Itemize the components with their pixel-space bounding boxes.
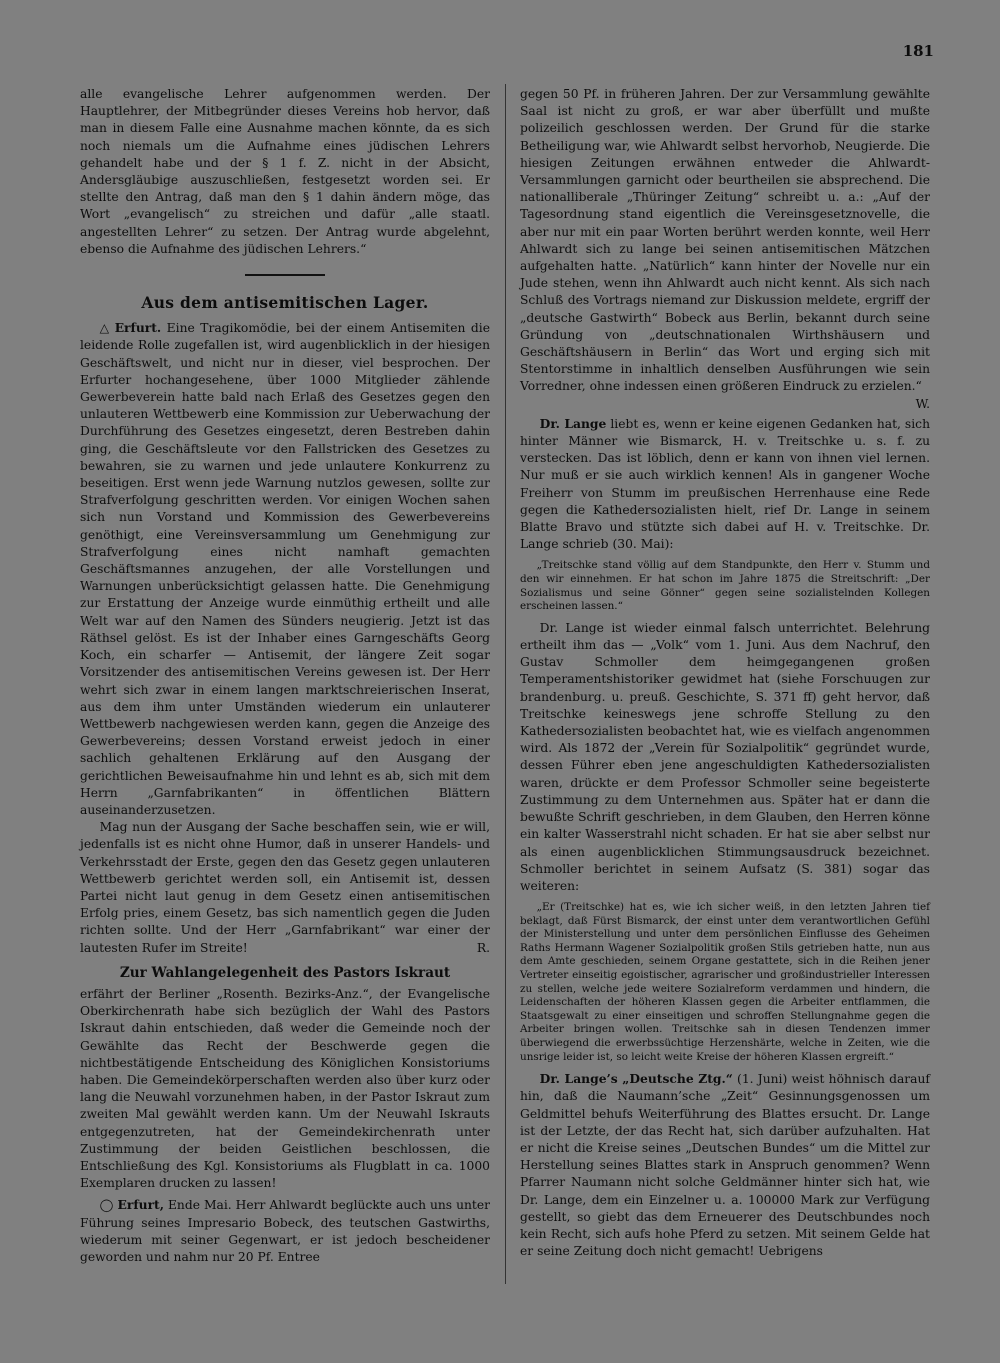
article-deutsche-zeitung xyxy=(520,1070,930,1260)
article-body: Ende Mai. Herr Ahlwardt beglückte auch uns unter Führung seines Impresario Bobeck, des teutschen Gastwirths, wiederum mit seiner Gegenwart, er ist jedoch bescheidener geworden und nahm nur 20 Pf. Entree xyxy=(80,1198,491,1264)
column-divider xyxy=(505,84,506,1284)
article-lead: Dr. Lange xyxy=(539,415,607,431)
quote-treitschke-1: „Treitschke stand völlig auf dem Standpunkte, den Herr v. Stumm und den wir einnehmen. Er hat schon im Jahre 1875 die Streitschrift: „Der Sozialismus und seine Gönner“ gegen seine sozialistelnden Kollegen erscheinen lassen.“ xyxy=(520,559,930,613)
circle-icon: ◯ xyxy=(99,1198,114,1213)
article-body: liebt es, wenn er keine eigenen Gedanken hat, sich hinter Männer wie Bismarck, H. v. Treitschke u. s. f. zu verstecken. Das ist löblich, denn er kann von ihnen viel lernen. Nur muß er sie auch wirklich kennen! Als in gangener Woche Freiherr von Stumm im preußischen Herrenhause eine Rede gegen die Kathedersozialisten hielt, rief Dr. Lange in seinem Blatte Bravo und stützte sich dabei auf H. v. Treitschke. Dr. Lange schrieb (30. Mai): xyxy=(520,416,930,552)
right-column xyxy=(520,86,930,1260)
article-lead: Erfurt. xyxy=(114,320,162,336)
article-erfurt-1-paragraph-2 xyxy=(80,819,490,957)
section-rule xyxy=(245,274,325,276)
article-erfurt-1 xyxy=(80,319,490,819)
article-dr-lange xyxy=(520,415,930,554)
triangle-icon: △ xyxy=(99,321,111,336)
article-body: (1. Juni) weist höhnisch darauf hin, daß die Naumann’sche „Zeit“ Gesinnungsgenossen um Geldmittel behufs Weiterführung des Blattes ersucht. Dr. Lange ist der Letzte, der das Recht hat, sich darüber aufzuhalten. Hat er nicht die Kreise seines „Deutschen Bundes“ um die Mittel zur Herstellung seines Blattes stark in Anspruch genommen? Wenn Pfarrer Naumann nicht solche Geldmänner hinter sich hat, wie Dr. Lange, dem ein Einzelner u. a. 100000 Mark zur Verfügung gestellt, so giebt das dem Erneuerer des Deutschbundes noch kein Recht, sich aufs hohe Pferd zu setzen. Mit seinem Gelde hat er seine Zeitung doch nicht gemacht! Uebrigens xyxy=(520,1072,930,1259)
section-heading: Aus dem antisemitischen Lager. xyxy=(141,293,429,313)
iskraut-body: erfährt der Berliner „Rosenth. Bezirks-Anz.“, der Evangelische Oberkirchenrath habe sich bezüglich der Wahl des Pastors Iskraut dahin entschieden, daß weder die Gemeinde noch der Gewählte das Recht der Beschwerde gegen die nichtbestätigende Entscheidung des Königlichen Konsistoriums haben. Die Gemeindekörperschaften werden also über kurz oder lang die Neuwahl vorzunehmen haben, in der Pastor Iskraut zum zweiten Mal gewählt werden kann. Um der Neuwahl Iskrauts entgegenzutreten, hat der Gemeindekirchenrath unter Zustimmung der beiden Geistlichen beschlossen, die Entschließung des Kgl. Konsistoriums als Flugblatt in ca. 1000 Exemplaren drucken zu lassen! xyxy=(80,986,490,1191)
article-erfurt-2 xyxy=(80,1196,490,1266)
article-body: Eine Tragikomödie, bei der einem Antisemiten die leidende Rolle zugefallen ist, wird augenblicklich in der hiesigen Geschäftswelt, und nicht nur in dieser, viel besprochen. Der Erfurter hochangesehene, über 1000 Mitglieder zählende Gewerbeverein hatte bald nach Erlaß des Gesetzes gegen den unlauteren Wettbewerb eine Kommission zur Ueberwachung der Durchführung des Gesetzes eingesetzt, deren Bestreben dahin ging, die Geschäftsleute vor den Fallstricken des Gesetzes zu bewahren, sie zu warnen und jede unlautere Konkurrenz zu beseitigen. Erst wenn jede Warnung nutzlos gewesen, sollte zur Strafverfolgung geschritten werden. Vor einigen Wochen sahen sich nun Vorstand und Kommission des Gewerbevereins genöthigt, eine Vereinsversammlung um Genehmigung zur Strafverfolgung eines nicht namhaft gemachten Geschäftsmannes anzugehen, der alle Vorstellungen und Warnungen unberücksichtigt gelassen hatte. Die Genehmigung zur Erstattung der Anzeige wurde einmüthig ertheilt und alle Welt war auf den Namen des Sünders neugierig. Jetzt ist das Räthsel gelöst. Es ist der Inhaber eines Garngeschäfts Georg Koch, ein scharfer — Antisemit, der längere Zeit sogar Vorsitzender des antisemitischen Vereins gewesen ist. Der Herr wehrt sich zwar in einem langen marktschreierischen Inserat, aus dem ihm unter Umständen wiederum ein unlauterer Wettbewerb nachgewiesen werden kann, gegen die Anzeige des Gewerbevereins; dessen Vorstand erweist jedoch in einer sachlich gehaltenen Erklärung auf den Ausgang der gerichtlichen Beweisaufnahme hin und lehnt es ab, sich mit dem Herrn „Garnfabrikanten“ in öffentlichen Blättern auseinanderzusetzen. xyxy=(80,321,490,817)
article-signature: R. xyxy=(476,940,490,955)
quote-schmoller: „Er (Treitschke) hat es, wie ich sicher weiß, in den letzten Jahren tief beklagt, daß Fürst Bismarck, der einst unter dem verantwortlichen Gefühl der Ministerstellung und unter dem persönlichen Einflusse des Geheimen Raths Hermann Wagener Sozialpolitik großen Stils getrieben hatte, nun aus dem Amte geschieden, seinem Organe gestattete, sich in die Reihen jener Vertreter einseitig egoistischer, agrarischer und großindustrieller Interessen zu stellen, welche jede weitere Sozialreform verdammen und hindern, die Leidenschaften der höheren Klassen gegen die Arbeiter entflammen, die Staatsgewalt zu einer einseitigen und schroffen Stellungnahme gegen die Arbeiter bringen wollen. Treitschke sah in diesen Tendenzen immer überwiegend die erwerbssüchtige Herzenshärte, welche in Zeiten, wie die unsrige leider ist, so leicht weite Kreise der höheren Klassen ergreift.“ xyxy=(520,901,930,1063)
page-number: 181 xyxy=(902,42,934,60)
right-paragraph-continuation: gegen 50 Pf. in früheren Jahren. Der zur Versammlung gewählte Saal ist nicht zu groß, er war aber überfüllt und mußte polizeilich geschlossen werden. Der Grund für die starke Betheiligung war, wie Ahlwardt selbst hervorhob, Neugierde. Die hiesigen Zeitungen erwähnen entweder die Ahlwardt-Versammlungen garnicht oder beurtheilen sie absprechend. Die nationalliberale „Thüringer Zeitung“ schreibt u. a.: „Auf der Tagesordnung stand eigentlich die Vereinsgesetznovelle, die aber nur mit ein paar Worten berührt werden konnte, weil Herr Ahlwardt sich zu lange bei seinen antisemitischen Mätzchen aufgehalten hatte. „Natürlich“ kann hinter der Novelle nur ein Jude stehen, wenn ihn Ahlwardt auch nicht kennt. Als sich nach Schluß des Vortrags niemand zur Diskussion meldete, ergriff der „deutsche Gastwirth“ Bobeck aus Berlin, bekannt durch seine Gründung von „deutschnationalen Wirthshäusern und Geschäftshäusern in Berlin“ das Wort und erging sich mit Stentorstimme in inhaltlich denselben Ausführungen wie sein Vorredner, ohne indessen einen größeren Eindruck zu erzielen.“ xyxy=(520,87,930,394)
article-lead: Dr. Lange’s „Deutsche Ztg.“ xyxy=(539,1071,733,1087)
article-dr-lange-paragraph-2: Dr. Lange ist wieder einmal falsch unterrichtet. Belehrung ertheilt ihm das — „Volk“ vom 1. Juni. Aus dem Nachruf, den Gustav Schmoller dem heimgegangenen großen Temperamentshistoriker gewidmet hat (siehe Forschuugen zur brandenburg. u. preuß. Geschichte, S. 371 ff) geht hervor, daß Treitschke keineswegs jene schroffe Stellung zu den Kathedersozialisten beobachtet hat, wie es vielfach angenommen wird. Als 1872 der „Verein für Sozialpolitik“ gegründet wurde, dessen Führer eben jene angeschuldigten Kathedersozialisten waren, drückte er dem Professor Schmoller seine begeisterte Zustimmung zu dem Unternehmen aus. Später hat er dann die bewußte Schrift geschrieben, in dem Glauben, den Herren könne ein kalter Wasserstrahl nicht schaden. Er hat sie aber selbst nur als einen augenblicklichen Stimmungsausdruck bezeichnet. Schmoller berichtet in seinem Aufsatz (S. 381) sogar das weiteren: xyxy=(520,620,930,893)
article-signature: W. xyxy=(915,396,930,411)
left-paragraph-continuation: alle evangelische Lehrer aufgenommen werden. Der Hauptlehrer, der Mitbegründer dieses Vereins hob hervor, daß man in diesem Falle eine Ausnahme machen könnte, da es sich noch niemals um die Aufnahme eines jüdischen Lehrers gehandelt habe und der § 1 f. Z. nicht in der Absicht, Andersgläubige auszuschließen, festgesetzt worden sei. Er stellte den Antrag, daß man den § 1 dahin ändern möge, das Wort „evangelisch“ zu streichen und dafür „alle staatl. angestellten Lehrer“ zu setzen. Der Antrag wurde abgelehnt, ebenso die Aufnahme des jüdischen Lehrers.“ xyxy=(80,87,490,256)
iskraut-heading: Zur Wahlangelegenheit des Pastors Iskraut xyxy=(119,964,451,981)
article-body: Mag nun der Ausgang der Sache beschaffen sein, wie er will, jedenfalls ist es nicht ohne Humor, daß in unserer Handels- und Verkehrsstadt der Erste, gegen den das Gesetz gegen unlauteren Wettbewerb gerichtet werden soll, ein Antisemit ist, dessen Partei nicht laut genug in dem Gesetz einen antisemitischen Erfolg pries, einem Gesetz, bas sich namentlich gegen die Juden richten sollte. Und der Herr „Garnfabrikant“ war einer der lautesten Rufer im Streite! xyxy=(80,820,490,955)
left-column xyxy=(80,86,490,1266)
article-lead: Erfurt, xyxy=(117,1197,165,1213)
